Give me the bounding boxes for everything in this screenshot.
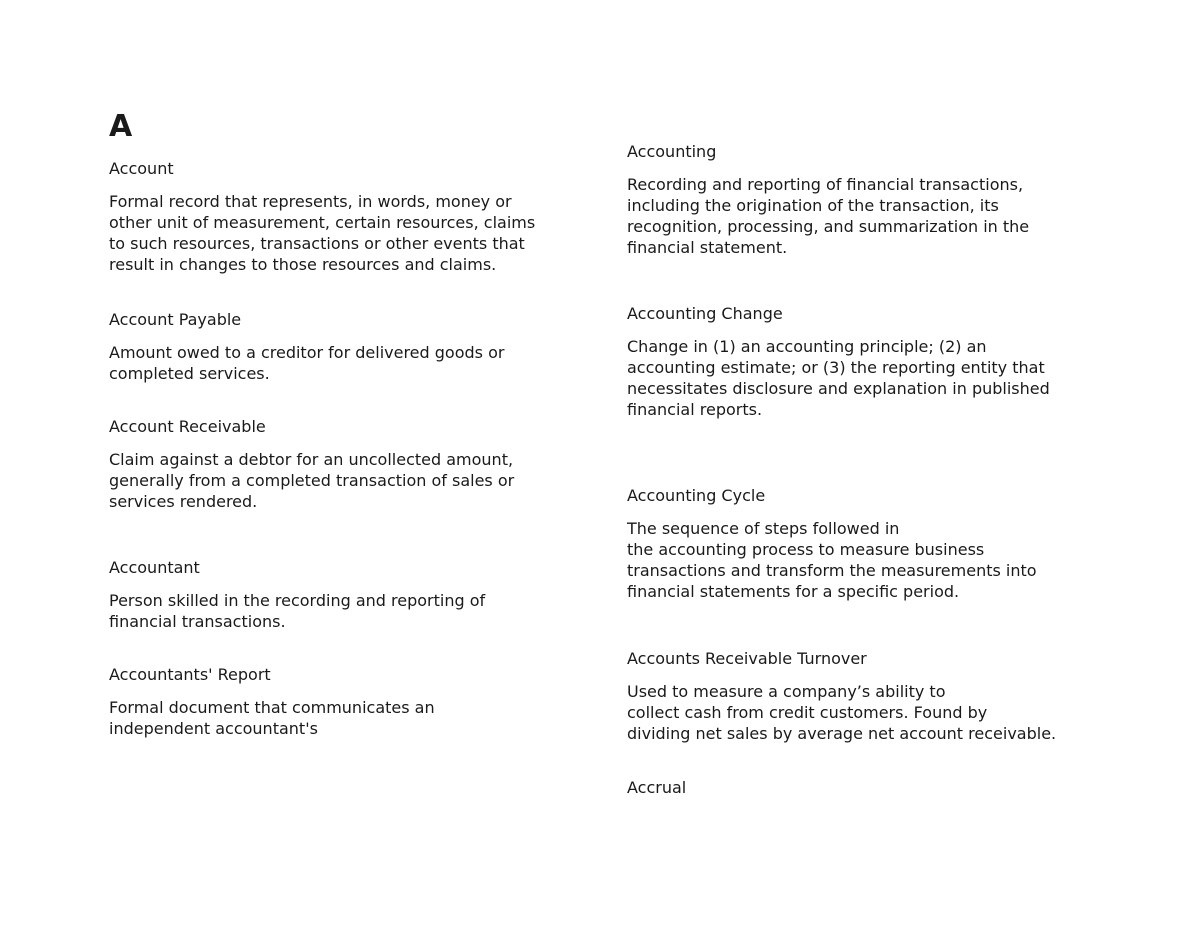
glossary-entry [109, 158, 579, 275]
glossary-entry [627, 485, 1097, 602]
section-letter: A [109, 109, 133, 144]
entry-term: Accounting [627, 142, 717, 161]
glossary-entry [109, 416, 579, 512]
glossary-entry [627, 303, 1097, 420]
glossary-entry [109, 664, 579, 739]
entry-definition: Formal record that represents, in words, money or other unit of measurement, certain resources, claims to such resources, transactions or other events that result in changes to those resources and claims. [109, 192, 536, 274]
glossary-entry [109, 557, 579, 632]
entry-term: Accounts Receivable Turnover [627, 649, 867, 668]
entry-term: Accountants' Report [109, 665, 271, 684]
entry-definition: Recording and reporting of financial transactions, including the origination of the transaction, its recognition, processing, and summarization in the financial statement. [627, 175, 1030, 257]
entry-term: Accrual [627, 778, 687, 797]
entry-definition: The sequence of steps followed in the accounting process to measure business transactions and transform the measurements into financial statements for a specific period. [627, 519, 1037, 601]
entry-term: Accounting Change [627, 304, 783, 323]
glossary-entry [109, 309, 579, 384]
entry-definition: Amount owed to a creditor for delivered goods or completed services. [109, 343, 505, 383]
entry-term: Accounting Cycle [627, 486, 766, 505]
entry-term: Account Payable [109, 310, 242, 329]
entry-term: Accountant [109, 558, 200, 577]
entry-definition: Person skilled in the recording and reporting of financial transactions. [109, 591, 486, 631]
glossary-entry [627, 777, 1097, 810]
entry-definition: Claim against a debtor for an uncollected amount, generally from a completed transaction of sales or services rendered. [109, 450, 515, 511]
entry-definition: Used to measure a company’s ability to collect cash from credit customers. Found by dividing net sales by average net account receivable. [627, 682, 1057, 743]
glossary-entry [627, 141, 1097, 258]
entry-definition: Change in (1) an accounting principle; (2) an accounting estimate; or (3) the reporting entity that necessitates disclosure and explanation in published financial reports. [627, 337, 1050, 419]
entry-term: Account [109, 159, 174, 178]
entry-definition: Formal document that communicates an independent accountant's [109, 698, 435, 738]
entry-term: Account Receivable [109, 417, 266, 436]
glossary-entry [627, 648, 1097, 744]
